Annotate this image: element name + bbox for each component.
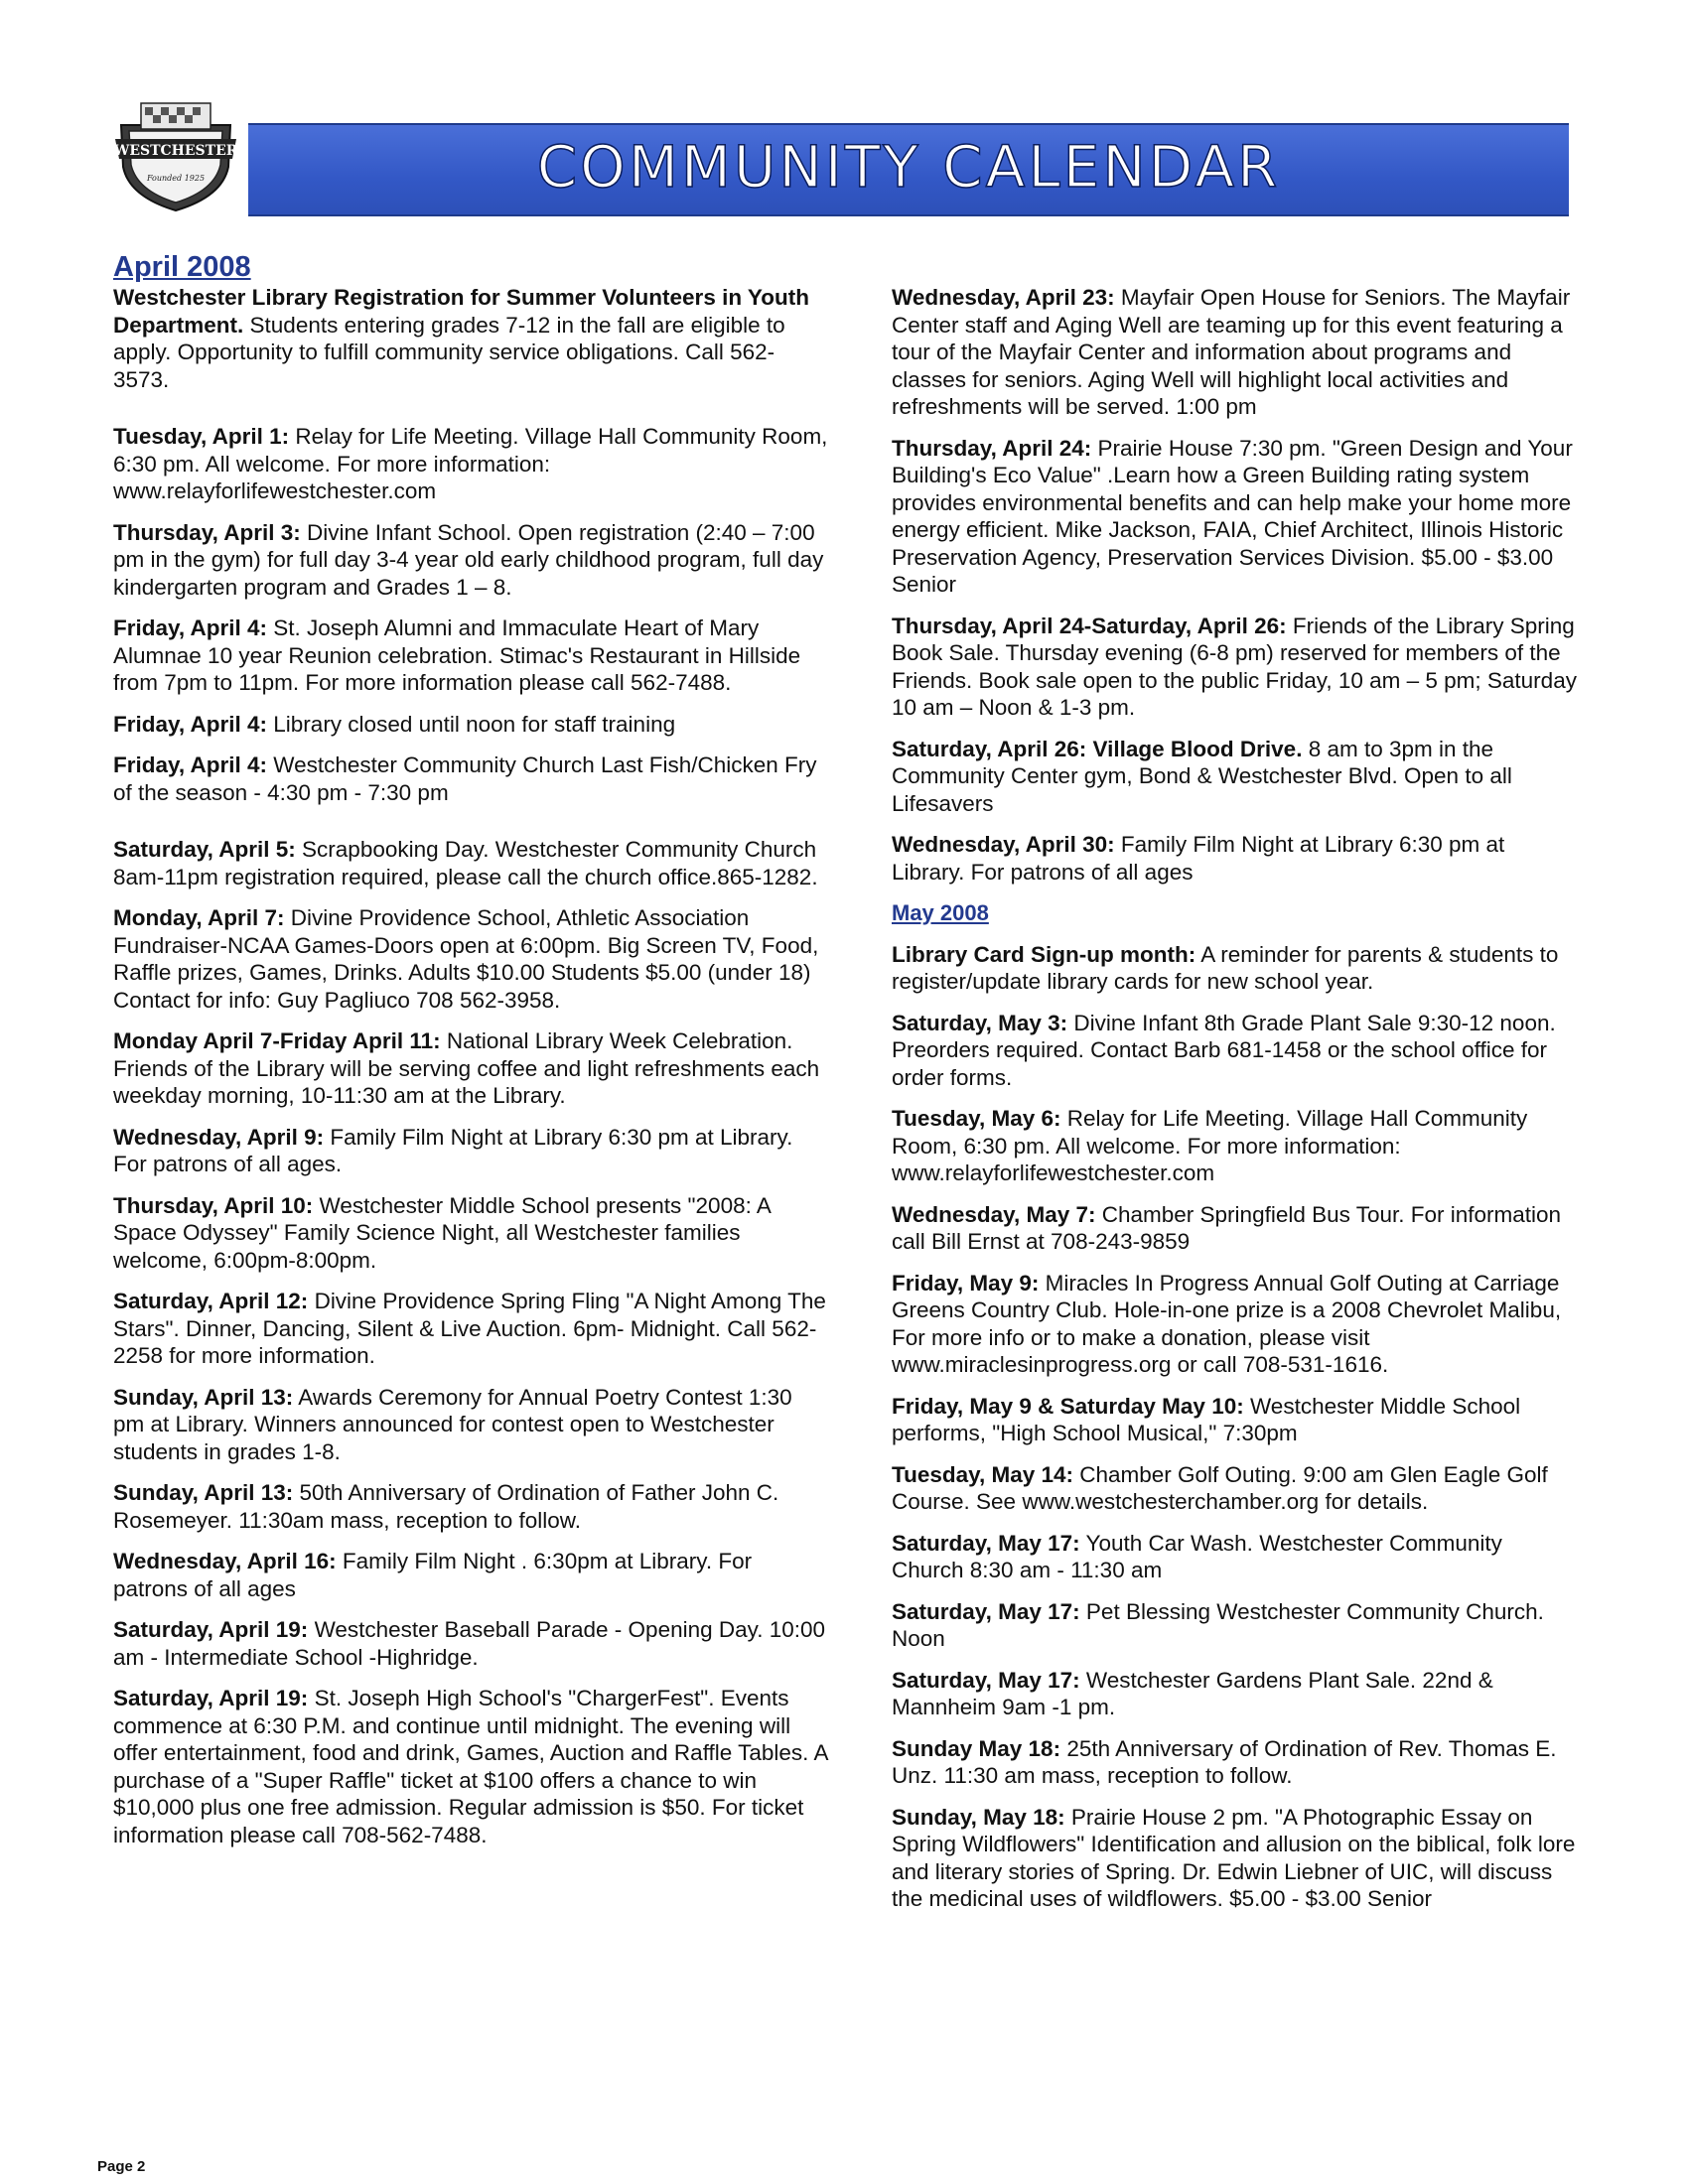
calendar-entry: Thursday, April 10: Westchester Middle School presents "2008: A Space Odyssey" Family Science Night, all Westchester families welcome, 6:00pm-8:00pm. — [113, 1192, 771, 1273]
calendar-entry: Thursday, April 24: Prairie House 7:30 pm. "Green Design and Your Building's Eco Value" .Learn how a Green Building rating system provides environmental benefits and can help make your home more energy efficient. Mike Jackson, FAIA, Chief Architect, Illinois Historic Preservation Agency, Preservation Services Division. $5.00 - $3.00 Senior — [892, 435, 1573, 597]
calendar-entry: Sunday, May 18: Prairie House 2 pm. "A Photographic Essay on Spring Wildflowers" Identification and allusion on the biblical, folk lore and literary stories of Spring. Dr. Edwin Liebner of UIC, will discuss the medicinal uses of wildflowers. $5.00 - $3.00 Senior — [892, 1804, 1576, 1911]
calendar-entry: Friday, April 4: St. Joseph Alumni and Immaculate Heart of Mary Alumnae 10 year Reunion celebration. Stimac's Restaurant in Hillside from 7pm to 11pm. For more information please call 562-7488. — [113, 615, 801, 695]
calendar-entry: Saturday, April 26: Village Blood Drive. 8 am to 3pm in the Community Center gym, Bond & Westchester Blvd. Open to all Lifesavers — [892, 736, 1512, 816]
month-heading-april: April 2008 — [113, 251, 251, 283]
calendar-entry: Saturday, April 12: Divine Providence Spring Fling "A Night Among The Stars". Dinner, Dancing, Silent & Live Auction. 6pm- Midnight. Call 562-2258 for more information. — [113, 1289, 826, 1368]
calendar-entry: Wednesday, April 30: Family Film Night at Library 6:30 pm at Library. For patrons of all ages — [892, 832, 1505, 885]
calendar-entry: Tuesday, May 6: Relay for Life Meeting. Village Hall Community Room, 6:30 pm. All welcome. For more information: www.relayforlifewestchester.com — [892, 1106, 1528, 1185]
calendar-entry: Friday, May 9: Miracles In Progress Annual Golf Outing at Carriage Greens Country Club. Hole-in-one prize is a 2008 Chevrolet Malibu, For more info or to make a donation, please visit www.miraclesinprogress.org or call 708-531-1616. — [892, 1270, 1562, 1377]
westchester-logo — [111, 97, 240, 214]
calendar-entry: Saturday, April 19: St. Joseph High School's "ChargerFest". Events commence at 6:30 P.M. and continue until midnight. The evening will offer entertainment, food and drink, Games, Auction and Raffle Tables. A purchase of a "Super Raffle" ticket at $100 offers a chance to win $10,000 plus one free admission. Regular admission is $50. For ticket information please call 708-562-7488. — [113, 1686, 828, 1847]
calendar-entry: Westchester Library Registration for Summer Volunteers in Youth Department. Students entering grades 7-12 in the fall are eligible to apply. Opportunity to fulfill community service obligations. Call 562-3573. — [113, 285, 809, 392]
month-heading-may: May 2008 — [892, 900, 989, 925]
calendar-entry: Wednesday, April 23: Mayfair Open House for Seniors. The Mayfair Center staff and Aging Well are teaming up for this event featuring a tour of the Mayfair Center and information about programs and classes for seniors. Aging Well will highlight local activities and refreshments will be served. 1:00 pm — [892, 285, 1571, 419]
calendar-entry: Saturday, April 19: Westchester Baseball Parade - Opening Day. 10:00 am - Intermediate School -Highridge. — [113, 1617, 826, 1670]
calendar-entry: Friday, April 4: Westchester Community Church Last Fish/Chicken Fry of the season - 4:30 pm - 7:30 pm — [113, 752, 817, 805]
calendar-entry: Saturday, May 17: Westchester Gardens Plant Sale. 22nd & Mannheim 9am -1 pm. — [892, 1667, 1493, 1719]
page-number: Page 2 — [97, 2158, 146, 2175]
calendar-entry: Tuesday, May 14: Chamber Golf Outing. 9:00 am Glen Eagle Golf Course. See www.westchesterchamber.org for details. — [892, 1461, 1548, 1514]
calendar-entry: Wednesday, April 9: Family Film Night at Library 6:30 pm at Library. For patrons of all ages. — [113, 1124, 793, 1176]
left-column — [113, 252, 828, 1862]
calendar-entry: Wednesday, April 16: Family Film Night . 6:30pm at Library. For patrons of all ages — [113, 1549, 753, 1601]
calendar-entry: Saturday, May 3: Divine Infant 8th Grade Plant Sale 9:30-12 noon. Preorders required. Contact Barb 681-1458 or the school office for order forms. — [892, 1010, 1556, 1090]
right-column — [892, 284, 1579, 1927]
calendar-entry: Monday April 7-Friday April 11: National Library Week Celebration. Friends of the Library will be serving coffee and light refreshments each weekday morning, 10-11:30 am at the Library. — [113, 1028, 820, 1108]
calendar-entry: Friday, April 4: Library closed until noon for staff training — [113, 711, 676, 737]
calendar-entry: Sunday, April 13: 50th Anniversary of Ordination of Father John C. Rosemeyer. 11:30am mass, reception to follow. — [113, 1480, 779, 1533]
calendar-entry: Sunday May 18: 25th Anniversary of Ordination of Rev. Thomas E. Unz. 11:30 am mass, reception to follow. — [892, 1735, 1557, 1788]
calendar-entry: Saturday, May 17: Youth Car Wash. Westchester Community Church 8:30 am - 11:30 am — [892, 1530, 1502, 1582]
calendar-entry: Wednesday, May 7: Chamber Springfield Bus Tour. For information call Bill Ernst at 708-243-9859 — [892, 1201, 1562, 1254]
calendar-entry: Tuesday, April 1: Relay for Life Meeting. Village Hall Community Room, 6:30 pm. All welcome. For more information: www.relayforlifewestchester.com — [113, 424, 828, 503]
calendar-entry: Friday, May 9 & Saturday May 10: Westchester Middle School performs, "High School Musical," 7:30pm — [892, 1393, 1521, 1445]
svg-text:WESTCHESTER: WESTCHESTER — [113, 143, 238, 159]
page-title: COMMUNITY CALENDAR — [536, 133, 1281, 201]
calendar-entry: Sunday, April 13: Awards Ceremony for Annual Poetry Contest 1:30 pm at Library. Winners announced for contest open to Westchester students in grades 1-8. — [113, 1384, 792, 1464]
header-banner — [248, 123, 1569, 216]
calendar-entry: Library Card Sign-up month: A reminder for parents & students to register/update library cards for new school year. — [892, 941, 1559, 994]
calendar-entry: Saturday, May 17: Pet Blessing Westchester Community Church. Noon — [892, 1598, 1544, 1651]
calendar-entry: Saturday, April 5: Scrapbooking Day. Westchester Community Church 8am-11pm registration required, please call the church office.865-1282. — [113, 837, 818, 889]
svg-text:Founded 1925: Founded 1925 — [146, 174, 206, 183]
calendar-entry: Thursday, April 24-Saturday, April 26: Friends of the Library Spring Book Sale. Thursday evening (6-8 pm) reserved for members of the Friends. Book sale open to the public Friday, 10 am – 5 pm; Saturday 10 am – Noon & 1-3 pm. — [892, 613, 1577, 720]
calendar-entry: Monday, April 7: Divine Providence School, Athletic Association Fundraiser-NCAA Games-Doors open at 6:00pm. Big Screen TV, Food, Raffle prizes, Games, Drinks. Adults $10.00 Students $5.00 (under 18) Contact for info: Guy Pagliuco 708 562-3958. — [113, 905, 819, 1013]
calendar-entry: Thursday, April 3: Divine Infant School. Open registration (2:40 – 7:00 pm in the gym) for full day 3-4 year old early childhood program, full day kindergarten program and Grades 1 – 8. — [113, 519, 824, 600]
